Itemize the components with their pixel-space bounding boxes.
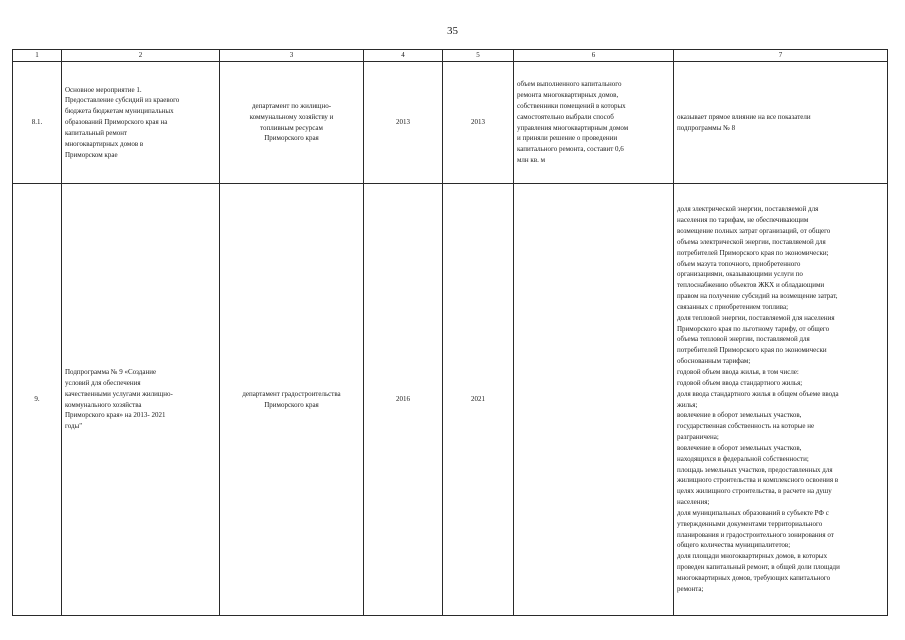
- text-line: государственная собственность на которые не: [677, 422, 815, 431]
- text-line: Приморского края по льготному тарифу, от общего: [677, 324, 830, 333]
- text-line: доля площади многоквартирных домов, в которых: [677, 552, 828, 561]
- column-header-6: 6: [514, 50, 674, 62]
- text-line: потребителей Приморского края по экономически: [677, 346, 827, 355]
- row-number: 9.: [13, 184, 62, 616]
- column-header-1: 1: [13, 50, 62, 62]
- responsible-executor: [220, 184, 364, 616]
- column-header-5: 5: [443, 50, 514, 62]
- text-line: жилищного строительства и комплексного освоения в: [677, 476, 839, 485]
- text-line: возмещение полных затрат организаций, от общего: [677, 227, 831, 235]
- text-line: коммунальному хозяйству и: [249, 112, 334, 121]
- text-line: департамент по жилищно-: [251, 101, 332, 110]
- text-line: годовой объем ввода стандартного жилья;: [677, 378, 803, 387]
- text-line: млн кв. м: [517, 156, 546, 165]
- text-line: обоснованным тарифам;: [677, 357, 751, 366]
- text-line: потребителей Приморского края по экономически;: [677, 248, 829, 257]
- text-line: Основное мероприятие 1.: [65, 85, 142, 94]
- text-line: многоквартирных домов в: [65, 139, 144, 148]
- text-line: ремонта;: [677, 584, 704, 593]
- text-line: вовлечение в оборот земельных участков,: [677, 411, 802, 420]
- text-line: планирования и градостроительного зонирования от: [677, 530, 834, 539]
- text-line: и приняли решение о проведении: [517, 134, 618, 143]
- text-line: многоквартирных домов, требующих капитального: [677, 574, 831, 582]
- text-line: утвержденными документами территориального: [677, 519, 823, 528]
- text-line: площадь земельных участков, предоставленных для: [677, 465, 833, 474]
- text-line: проведен капитальный ремонт, в общей доли площади: [677, 563, 840, 572]
- table-row: [13, 184, 888, 616]
- text-line: управления многоквартирным домом: [517, 123, 629, 132]
- responsible-executor: [220, 62, 364, 184]
- text-line: оказывает прямое влияние на все показатели: [677, 112, 811, 121]
- indicator-link: [674, 62, 888, 184]
- measure-name: [62, 62, 220, 184]
- text-line: разграничена;: [677, 433, 719, 442]
- text-line: бюджета бюджетам муниципальных: [65, 107, 174, 116]
- column-header-4: 4: [364, 50, 443, 62]
- text-line: вовлечение в оборот земельных участков,: [677, 443, 802, 452]
- end-year: 2013: [443, 62, 514, 184]
- text-line: жилья;: [677, 400, 698, 409]
- text-line: капитального ремонта, составит 0,6: [517, 145, 624, 154]
- column-header-3: 3: [220, 50, 364, 62]
- start-year: 2013: [364, 62, 443, 184]
- column-header-2: 2: [62, 50, 220, 62]
- text-line: связанных с приобретением топлива;: [677, 302, 789, 311]
- text-line: теплоснабжению объектов ЖКХ и обладающими: [677, 281, 825, 290]
- text-line: объема тепловой энергии, поставляемой для: [677, 335, 810, 344]
- text-line: образований Приморского края на: [65, 118, 168, 127]
- text-line: находящихся в федеральной собственности;: [677, 454, 809, 463]
- text-line: объем мазута топочного, приобретенного: [677, 259, 801, 268]
- text-line: Приморского края» на 2013- 2021: [65, 411, 166, 420]
- row-number: 8.1.: [13, 62, 62, 184]
- text-line: организациями, оказывающими услуги по: [677, 270, 803, 279]
- text-line: годовой объем ввода жилья, в том числе:: [677, 367, 799, 376]
- expected-result: [514, 62, 674, 184]
- text-line: объема электрической энергии, поставляемой для: [677, 237, 826, 246]
- text-line: доля ввода стандартного жилья в общем объеме ввода: [677, 389, 839, 398]
- text-line: качественными услугами жилищно-: [65, 389, 173, 398]
- text-line: Предоставление субсидий из краевого: [65, 96, 180, 105]
- text-line: целях жилищного строительства, в расчете на душу: [677, 487, 832, 496]
- text-line: условий для обеспечения: [65, 378, 141, 387]
- measure-name: [62, 184, 220, 616]
- column-number-row: [13, 50, 888, 62]
- start-year: 2016: [364, 184, 443, 616]
- text-line: населения;: [677, 498, 710, 507]
- text-line: самостоятельно выбрали способ: [517, 112, 614, 121]
- text-line: коммунального хозяйства: [65, 400, 142, 409]
- text-line: доля тепловой энергии, поставляемой для населения: [677, 313, 835, 322]
- column-header-7: 7: [674, 50, 888, 62]
- text-line: объем выполненного капитального: [517, 80, 622, 89]
- text-line: общего количества муниципалитетов;: [677, 541, 791, 550]
- text-line: департамент градостроительства: [242, 389, 341, 398]
- text-line: топливным ресурсам: [260, 123, 323, 132]
- text-line: правом на получение субсидий на возмещение затрат,: [677, 292, 838, 301]
- page-number: 35: [447, 25, 458, 37]
- text-line: Приморского края: [264, 134, 319, 143]
- table-row: [13, 62, 888, 184]
- text-line: годы": [65, 422, 83, 431]
- program-table: [12, 49, 888, 616]
- text-line: населения по тарифам, не обеспечивающим: [677, 216, 809, 225]
- text-line: собственники помещений в которых: [517, 101, 626, 110]
- text-line: подпрограммы № 8: [677, 123, 736, 132]
- text-line: доля электрической энергии, поставляемой для: [677, 205, 819, 214]
- expected-result: [514, 184, 674, 616]
- text-line: Приморском крае: [65, 150, 118, 159]
- text-line: капитальный ремонт: [65, 128, 128, 137]
- end-year: 2021: [443, 184, 514, 616]
- text-line: Подпрограмма № 9 «Создание: [65, 367, 157, 376]
- text-line: Приморского края: [264, 400, 319, 409]
- text-line: доля муниципальных образований в субъекте РФ с: [677, 508, 829, 517]
- indicator-link: [674, 184, 888, 616]
- text-line: ремонта многоквартирных домов,: [517, 90, 619, 99]
